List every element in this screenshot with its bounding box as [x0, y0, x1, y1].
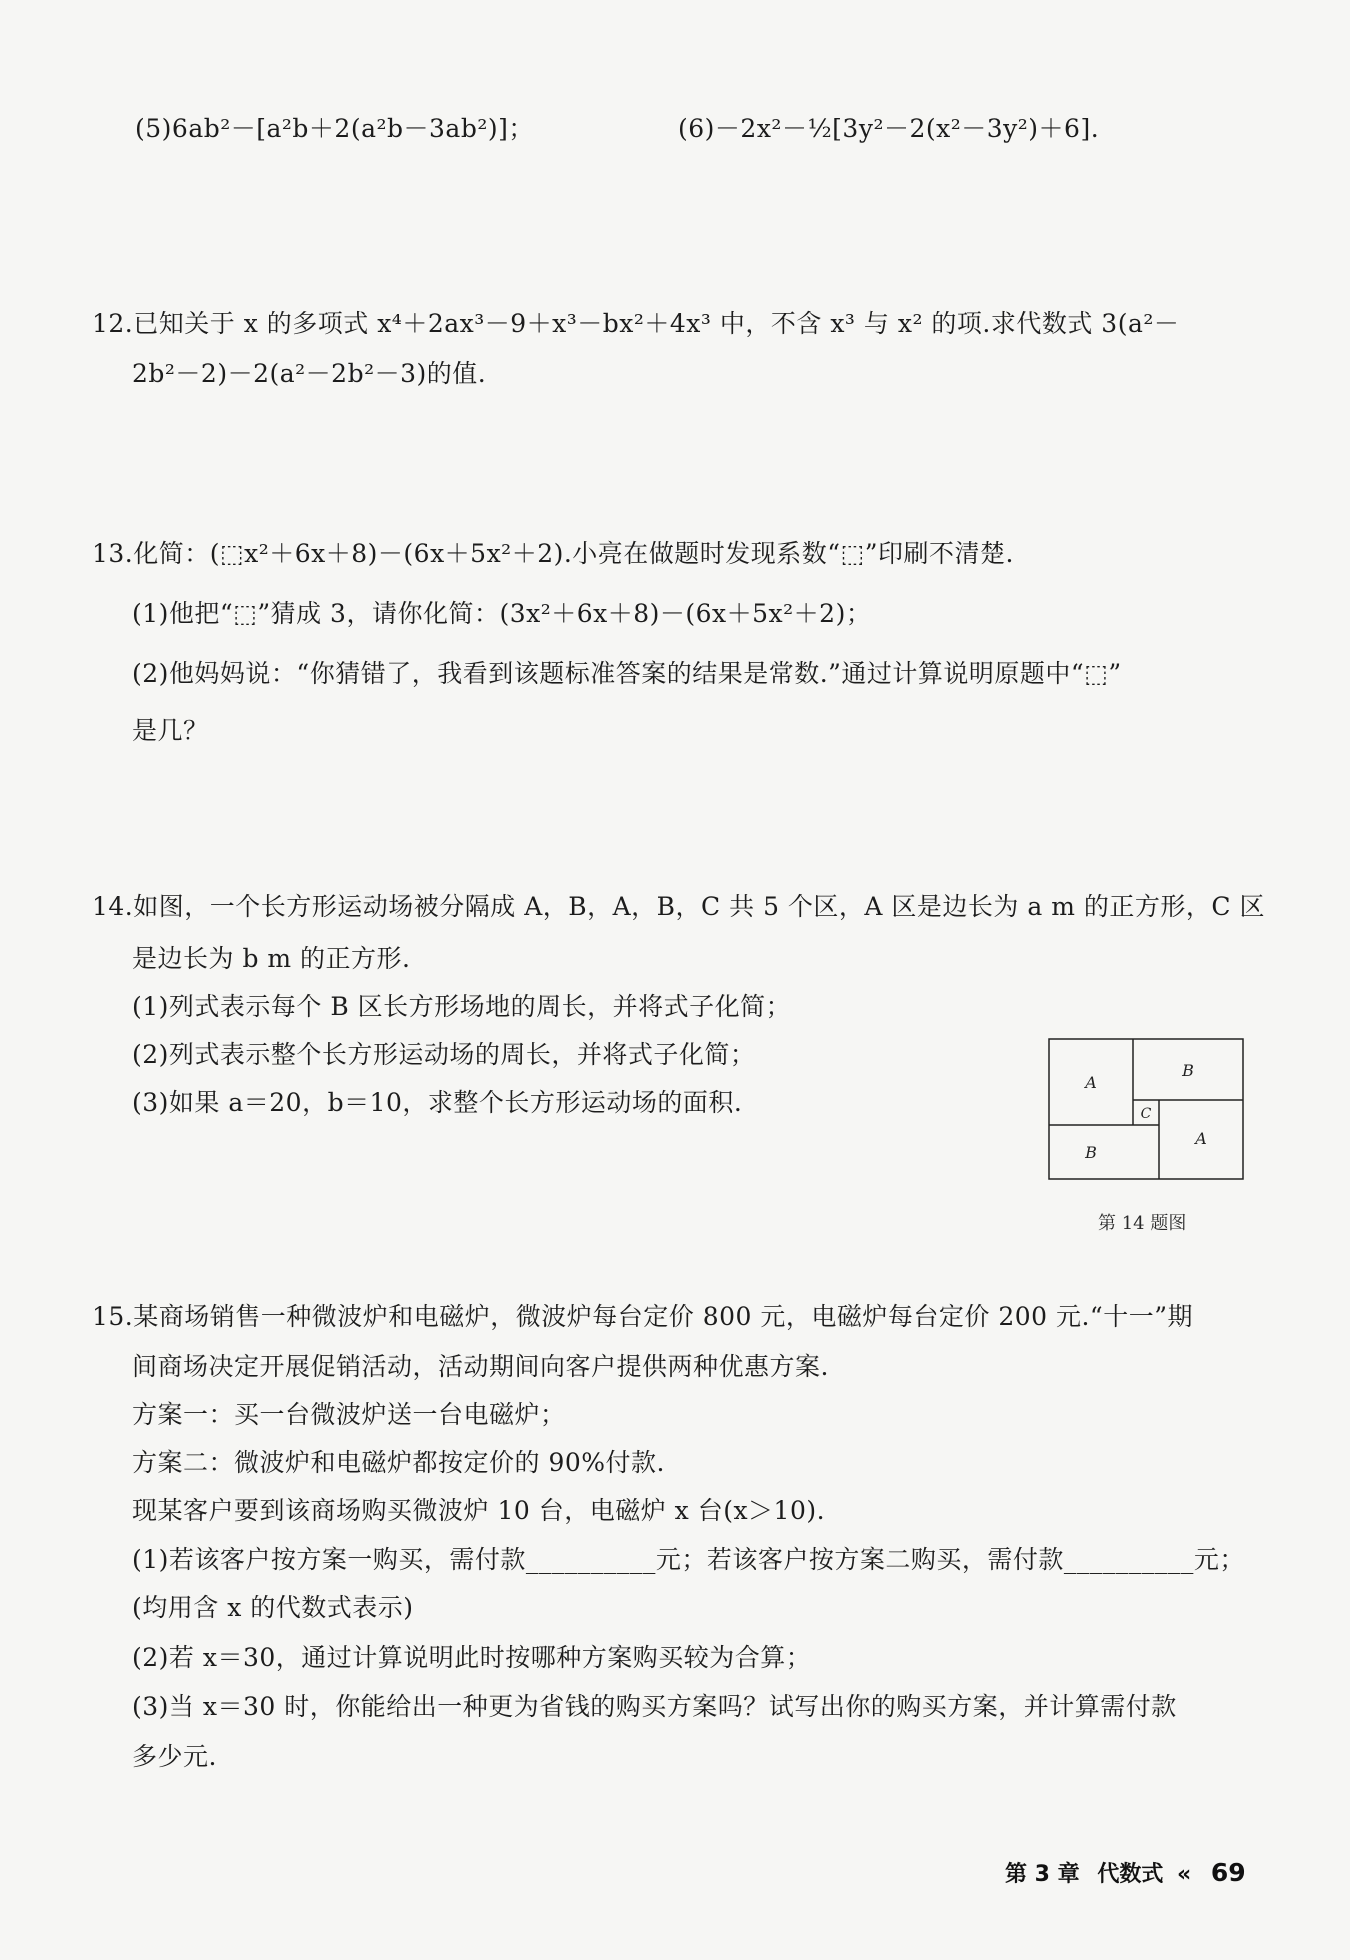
double-chevron-left-icon: «: [1177, 1862, 1192, 1887]
q15-line3: 方案一：买一台微波炉送一台电磁炉；: [132, 1400, 566, 1429]
q15-line8: (2)若 x＝30，通过计算说明此时按哪种方案购买较为合算；: [132, 1643, 812, 1672]
chapter-title: 代数式: [1097, 1862, 1164, 1887]
q15-line4: 方案二：微波炉和电磁炉都按定价的 90%付款.: [132, 1448, 665, 1477]
zone-a-top-label: A: [1085, 1073, 1097, 1092]
q12-line2: 2b²－2)－2(a²－2b²－3)的值.: [132, 359, 487, 388]
q13-line4: 是几？: [132, 716, 209, 745]
q15-line7: (均用含 x 的代数式表示): [132, 1593, 414, 1622]
chapter-label: 第 3 章: [1005, 1862, 1080, 1887]
page-number: 69: [1210, 1858, 1246, 1887]
q12-line1: 12.已知关于 x 的多项式 x⁴＋2ax³－9＋x³－bx²＋4x³ 中，不含 x³ 与 x² 的项.求代数式 3(a²－: [92, 309, 1180, 338]
q11-part5: (5)6ab²－[a²b＋2(a²b－3ab²)]；: [135, 114, 534, 143]
zone-a-bottom-label: A: [1195, 1129, 1207, 1148]
sports-field-diagram: [1048, 1038, 1244, 1180]
q14-line5: (3)如果 a＝20，b＝10，求整个长方形运动场的面积.: [132, 1088, 743, 1117]
q13-line3: (2)他妈妈说：“你猜错了，我看到该题标准答案的结果是常数.”通过计算说明原题中“⬚”: [132, 659, 1122, 688]
q11-part6: (6)－2x²－½[3y²－2(x²－3y²)＋6].: [678, 114, 1100, 143]
q13-line1: 13.化简：(⬚x²＋6x＋8)－(6x＋5x²＋2).小亮在做题时发现系数“⬚”印刷不清楚.: [92, 539, 1014, 568]
page-footer: [1005, 1858, 1246, 1890]
q14-line2: 是边长为 b m 的正方形.: [132, 944, 411, 973]
q14-line1: 14.如图，一个长方形运动场被分隔成 A，B，A，B，C 共 5 个区，A 区是边长为 a m 的正方形，C 区: [92, 892, 1265, 921]
zone-c-label: C: [1140, 1106, 1152, 1122]
q15-line6: (1)若该客户按方案一购买，需付款__________元；若该客户按方案二购买，需付款__________元；: [132, 1545, 1245, 1574]
q15-line1: 15.某商场销售一种微波炉和电磁炉，微波炉每台定价 800 元，电磁炉每台定价 200 元.“十一”期: [92, 1302, 1193, 1331]
q15-line10: 多少元.: [132, 1742, 217, 1771]
figure-caption: 第 14 题图: [1098, 1213, 1187, 1234]
q13-line2: (1)他把“⬚”猜成 3，请你化简：(3x²＋6x＋8)－(6x＋5x²＋2)；: [132, 599, 872, 628]
zone-b-bottom-label: B: [1085, 1143, 1097, 1162]
q15-line9: (3)当 x＝30 时，你能给出一种更为省钱的购买方案吗？试写出你的购买方案，并计算需付款: [132, 1692, 1177, 1721]
q14-line4: (2)列式表示整个长方形运动场的周长，并将式子化简；: [132, 1040, 756, 1069]
q15-line2: 间商场决定开展促销活动，活动期间向客户提供两种优惠方案.: [132, 1352, 829, 1381]
zone-b-top-label: B: [1182, 1061, 1194, 1080]
q15-line5: 现某客户要到该商场购买微波炉 10 台，电磁炉 x 台(x＞10).: [132, 1496, 826, 1525]
q14-line3: (1)列式表示每个 B 区长方形场地的周长，并将式子化简；: [132, 992, 792, 1021]
